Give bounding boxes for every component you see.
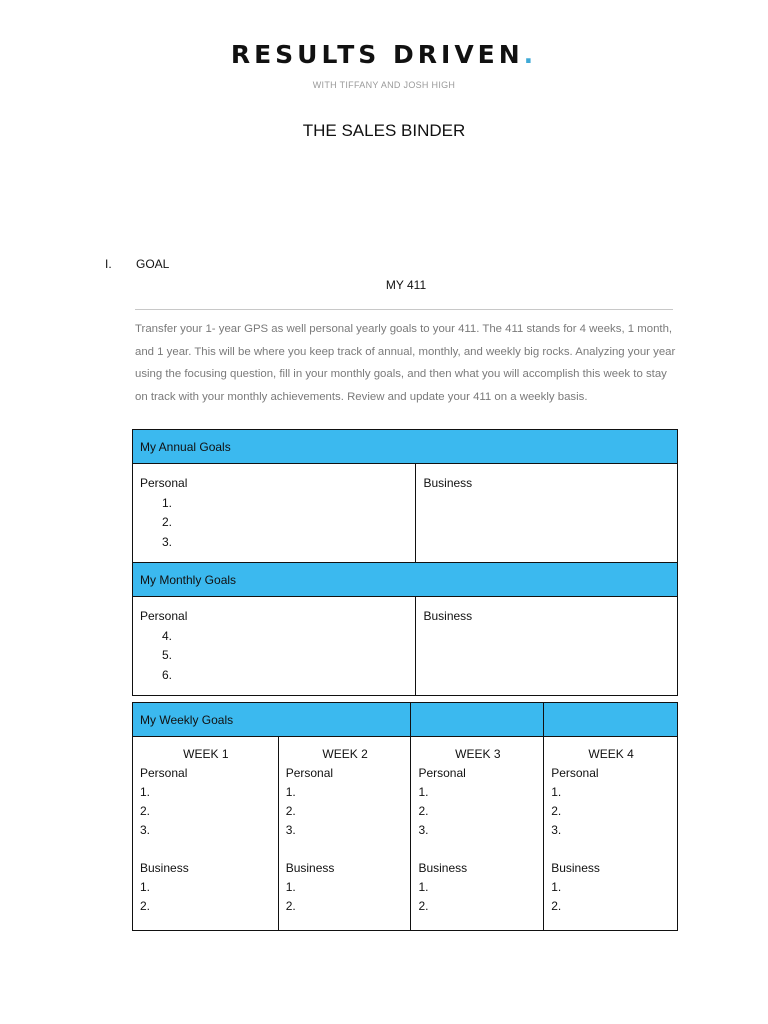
- list-item: 4.: [162, 628, 173, 643]
- list-item: 1.: [285, 785, 296, 799]
- annual-goals-row: [133, 464, 678, 563]
- week-1-business-label: Business: [140, 861, 189, 875]
- list-item: 1.: [285, 880, 296, 894]
- annual-monthly-goals-table: [132, 429, 678, 696]
- week-4-business-label: Business: [551, 861, 600, 875]
- monthly-goals-header-row: [133, 563, 678, 597]
- annual-goals-header: My Annual Goals: [133, 430, 678, 464]
- list-item: 3.: [162, 534, 173, 549]
- weekly-goals-header-row: [133, 703, 678, 737]
- list-item: 2.: [418, 804, 429, 818]
- list-item: 2.: [140, 804, 151, 818]
- list-item: 1.: [551, 785, 562, 799]
- weekly-goals-row: [133, 737, 678, 931]
- list-item: 2.: [551, 804, 562, 818]
- spacer: [140, 840, 272, 859]
- monthly-personal-cell[interactable]: [133, 597, 416, 696]
- weekly-header-blank-cell: [544, 703, 678, 737]
- list-item: 3.: [418, 823, 429, 837]
- week-3-title: WEEK 3: [455, 747, 501, 761]
- list-item: 2.: [140, 899, 151, 913]
- week-2-personal-label: Personal: [285, 766, 334, 780]
- spacer: [418, 840, 537, 859]
- annual-business-cell[interactable]: [416, 464, 678, 563]
- list-item: 1.: [418, 785, 429, 799]
- list-item: 5.: [162, 648, 173, 662]
- week-1-personal-label: Personal: [140, 766, 188, 780]
- logo: [0, 40, 768, 69]
- week-1-cell[interactable]: [133, 737, 279, 931]
- list-item: 1.: [551, 880, 562, 894]
- section-label: GOAL: [136, 257, 170, 271]
- list-item: 2.: [418, 899, 429, 913]
- week-2-title: WEEK 2: [322, 747, 368, 761]
- week-1-title: WEEK 1: [183, 747, 229, 761]
- section-number: I.: [105, 257, 112, 271]
- logo-text: RESULTS DRIVEN: [230, 40, 524, 69]
- list-item: 1.: [162, 495, 173, 510]
- monthly-personal-list: [140, 627, 408, 686]
- page-title: THE SALES BINDER: [302, 121, 466, 140]
- list-item: 1.: [140, 880, 151, 894]
- annual-business-label: Business: [423, 476, 473, 490]
- monthly-business-label: Business: [423, 609, 473, 623]
- week-2-business-label: Business: [285, 861, 335, 875]
- week-3-personal-label: Personal: [418, 766, 466, 780]
- list-item: 2.: [162, 515, 173, 529]
- monthly-goals-row: [133, 597, 678, 696]
- monthly-business-cell[interactable]: [416, 597, 678, 696]
- week-3-cell[interactable]: [411, 737, 544, 931]
- weekly-header-blank-cell: [411, 703, 544, 737]
- list-item: 2.: [285, 899, 296, 913]
- annual-personal-list: [140, 494, 408, 553]
- annual-personal-cell[interactable]: [133, 464, 416, 563]
- spacer: [551, 840, 671, 859]
- list-item: 2.: [551, 899, 562, 913]
- list-item: 1.: [418, 880, 429, 894]
- intro-paragraph: Transfer your 1- year GPS as well personal yearly goals to your 411. The 411 stands for 4 weeks, 1 month, and 1 year. This will be where you keep track of annual, monthly, and weekly big rocks. Analyzing your year using the focusing question, fill in your monthly goals, and then what you will accomplish this week to stay on track with your monthly achievements. Review and update your 411 on a weekly basis.: [135, 323, 676, 403]
- week-2-cell[interactable]: [278, 737, 411, 931]
- week-4-cell[interactable]: [544, 737, 678, 931]
- list-item: 3.: [140, 823, 151, 837]
- spacer: [286, 840, 405, 859]
- list-item: 1.: [140, 785, 151, 799]
- section-subheading: MY 411: [385, 278, 427, 292]
- week-4-title: WEEK 4: [588, 747, 634, 761]
- divider: [135, 309, 673, 310]
- week-4-personal-label: Personal: [551, 766, 599, 780]
- list-item: 3.: [285, 823, 296, 837]
- annual-goals-header-row: [133, 430, 678, 464]
- list-item: 3.: [551, 823, 562, 837]
- annual-personal-label: Personal: [140, 476, 188, 490]
- weekly-goals-header: My Weekly Goals: [133, 703, 411, 737]
- monthly-goals-header: My Monthly Goals: [133, 563, 678, 597]
- monthly-personal-label: Personal: [140, 609, 188, 623]
- list-item: 6.: [162, 667, 173, 682]
- tagline: WITH TIFFANY AND JOSH HIGH: [312, 80, 456, 90]
- logo-dot: .: [523, 40, 538, 69]
- week-3-business-label: Business: [418, 861, 468, 875]
- weekly-goals-table: [132, 702, 678, 931]
- list-item: 2.: [285, 804, 296, 818]
